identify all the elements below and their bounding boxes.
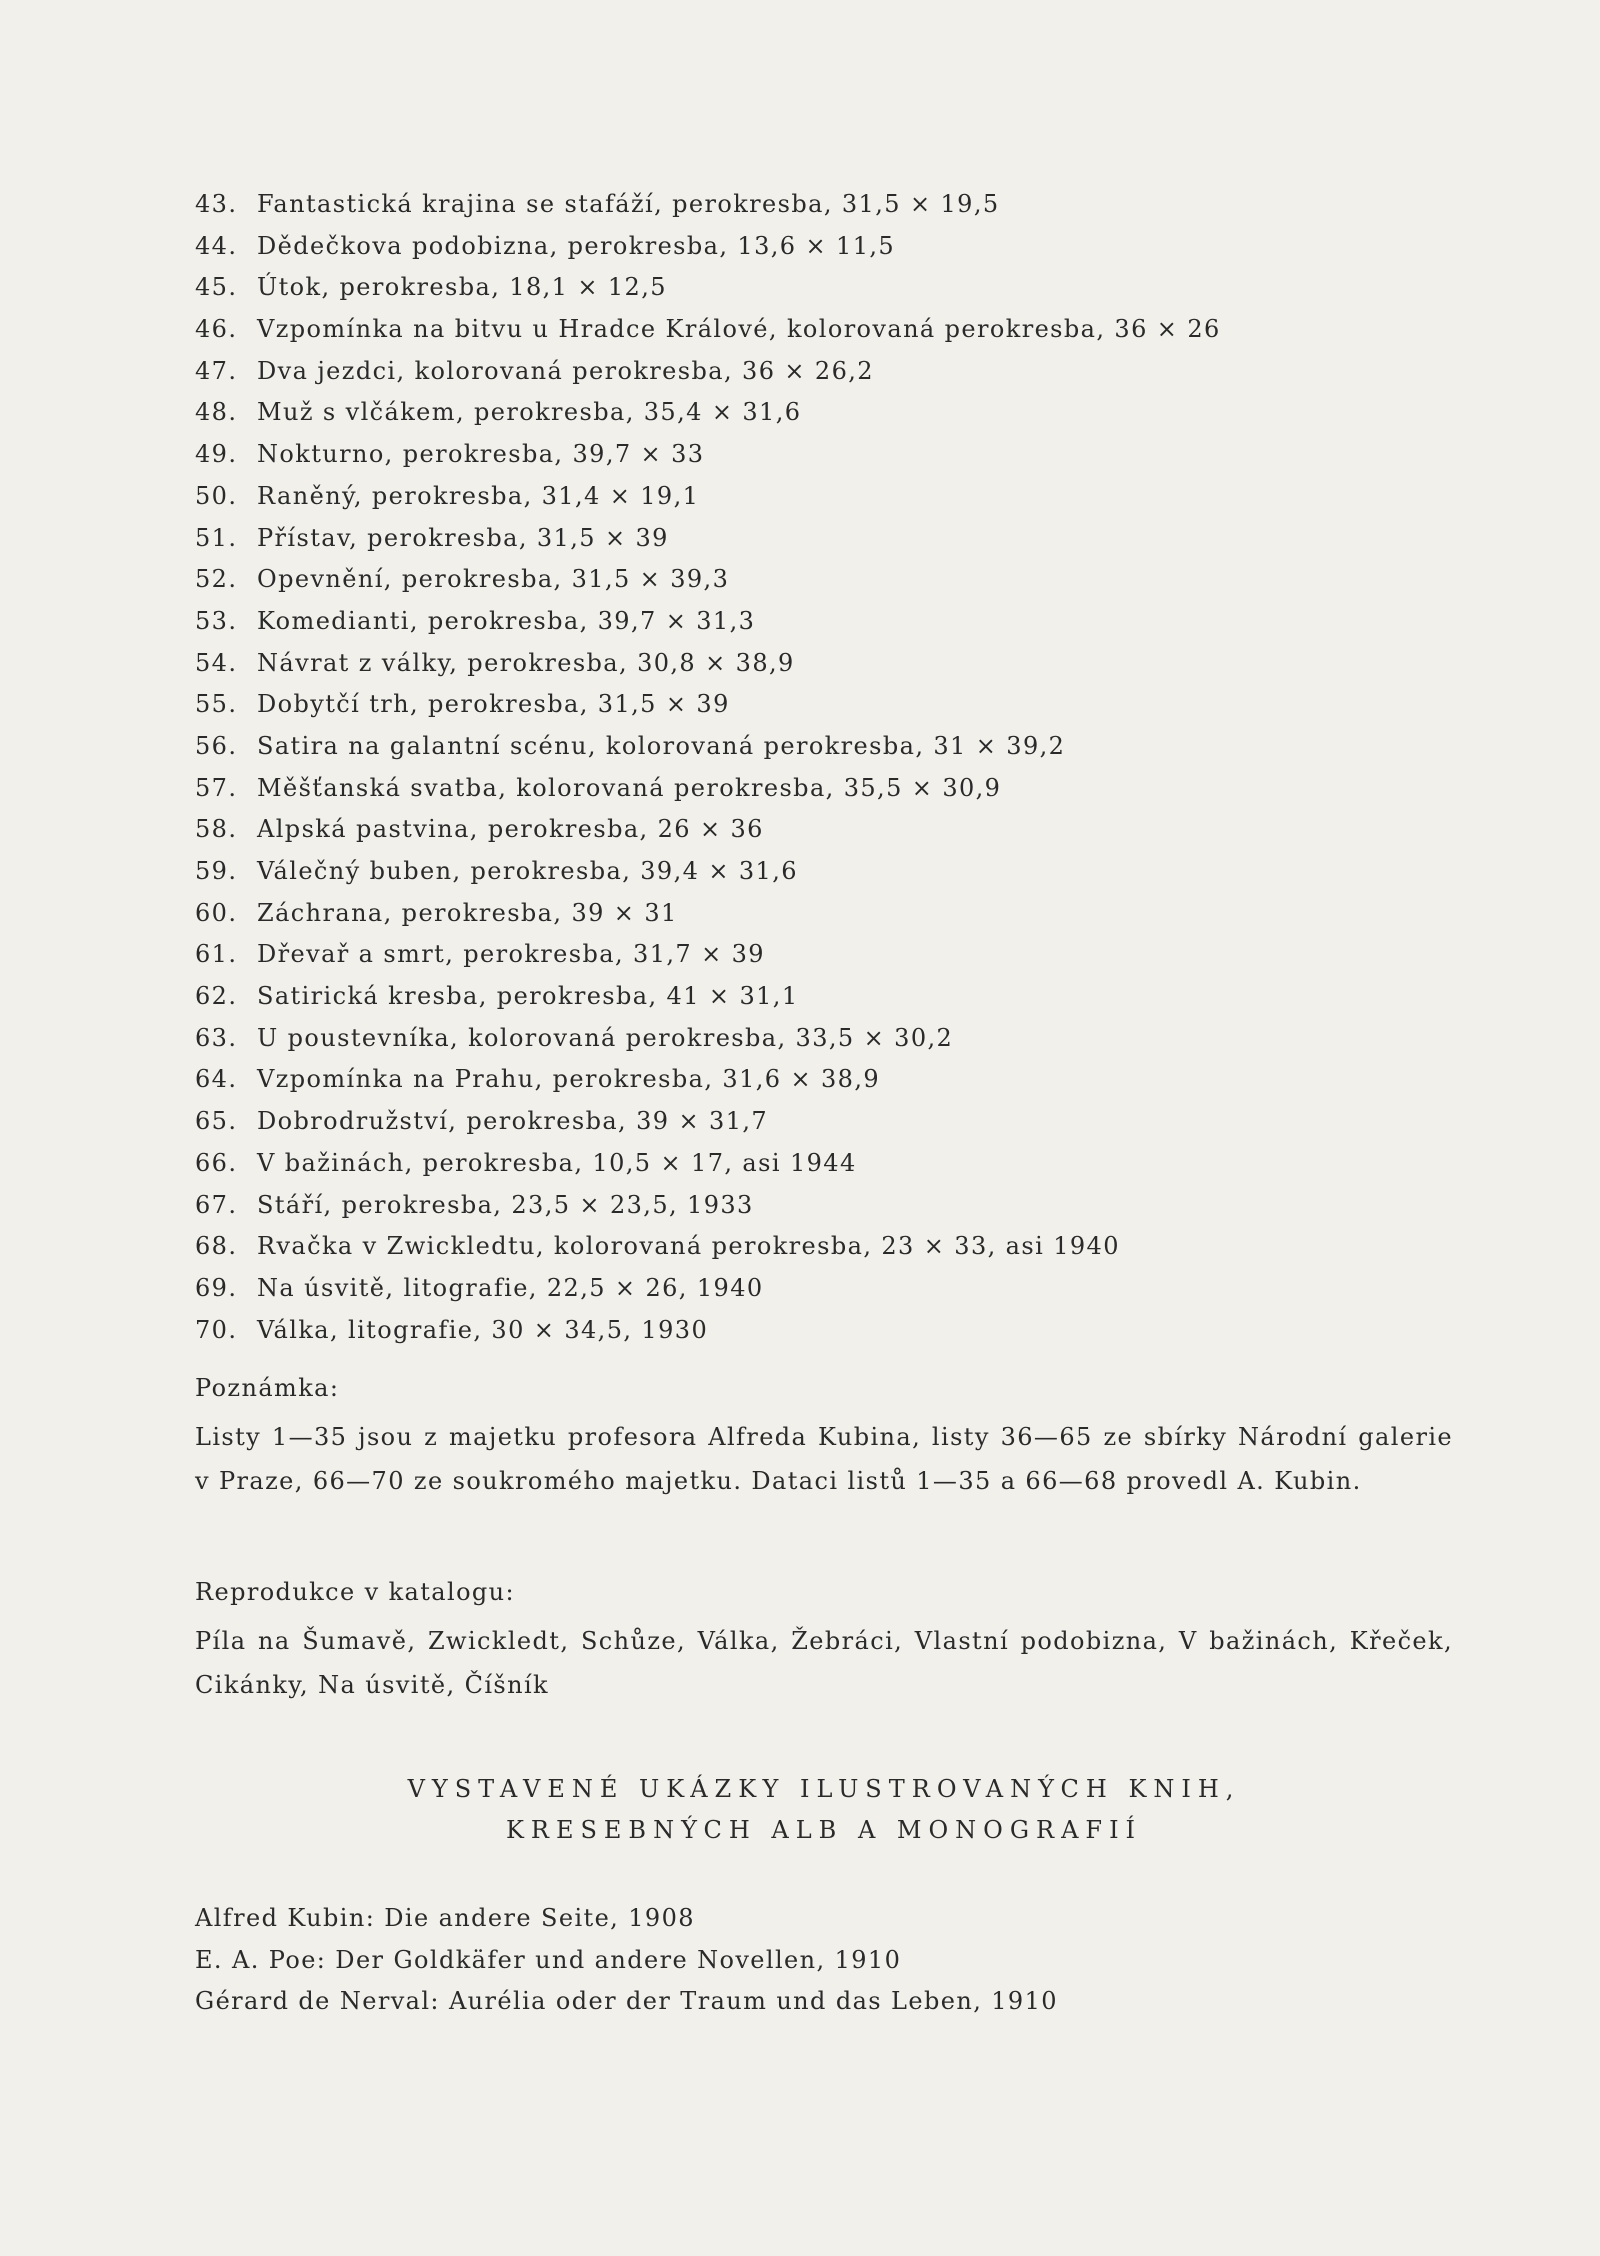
catalog-item — [195, 392, 1455, 434]
catalog-item — [195, 267, 1455, 309]
catalog-item-text: Dřevař a smrt, perokresba, 31,7 × 39 — [257, 940, 765, 969]
catalog-item-number: 65. — [195, 1107, 238, 1136]
catalog-item — [195, 934, 1455, 976]
catalog-item-text: Návrat z války, perokresba, 30,8 × 38,9 — [257, 648, 795, 677]
catalog-item — [195, 601, 1455, 643]
catalog-item — [195, 809, 1455, 851]
catalog-item-number: 66. — [195, 1148, 238, 1177]
catalog-item — [195, 434, 1455, 476]
catalog-list — [195, 184, 1455, 1351]
note-label: Poznámka: — [195, 1374, 340, 1402]
catalog-item-number: 58. — [195, 815, 238, 844]
catalog-item-text: Dědečkova podobizna, perokresba, 13,6 × 11,5 — [257, 231, 896, 260]
catalog-item-number: 53. — [195, 606, 238, 635]
catalog-item-text: Válka, litografie, 30 × 34,5, 1930 — [257, 1315, 709, 1344]
catalog-item-text: Přístav, perokresba, 31,5 × 39 — [257, 523, 669, 552]
catalog-item — [195, 351, 1455, 393]
catalog-item — [195, 1268, 1455, 1310]
catalog-item — [195, 1185, 1455, 1227]
catalog-item-number: 45. — [195, 273, 238, 302]
catalog-item-number: 64. — [195, 1065, 238, 1094]
catalog-item-text: Fantastická krajina se stafáží, perokresba, 31,5 × 19,5 — [257, 190, 1000, 218]
catalog-item — [195, 1310, 1455, 1352]
catalog-item-number: 49. — [195, 440, 238, 469]
catalog-item — [195, 518, 1455, 560]
catalog-item-text: Nokturno, perokresba, 39,7 × 33 — [257, 440, 705, 469]
catalog-item-number: 60. — [195, 898, 238, 927]
catalog-item-number: 61. — [195, 940, 238, 969]
catalog-item-number: 68. — [195, 1232, 238, 1261]
catalog-item — [195, 1143, 1455, 1185]
catalog-item-text: Satirická kresba, perokresba, 41 × 31,1 — [257, 982, 799, 1011]
catalog-item — [195, 1018, 1455, 1060]
section-heading-line-2: KRESEBNÝCH ALB A MONOGRAFIÍ — [505, 1816, 1143, 1844]
catalog-item-text: Rvačka v Zwickledtu, kolorovaná perokresba, 23 × 33, asi 1940 — [257, 1232, 1120, 1261]
catalog-item-text: U poustevníka, kolorovaná perokresba, 33,5 × 30,2 — [257, 1023, 954, 1052]
catalog-item — [195, 976, 1455, 1018]
book-item: Alfred Kubin: Die andere Seite, 1908 — [195, 1904, 695, 1932]
catalog-item-text: Komedianti, perokresba, 39,7 × 31,3 — [257, 606, 756, 635]
catalog-item-text: Raněný, perokresba, 31,4 × 19,1 — [257, 481, 700, 510]
catalog-item-text: Satira na galantní scénu, kolorovaná perokresba, 31 × 39,2 — [257, 731, 1066, 760]
book-item: Gérard de Nerval: Aurélia oder der Traum und das Leben, 1910 — [195, 1987, 1058, 2015]
catalog-item-number: 50. — [195, 481, 238, 510]
catalog-item — [195, 226, 1455, 268]
catalog-item — [195, 476, 1455, 518]
catalog-item-number: 51. — [195, 523, 238, 552]
catalog-item — [195, 184, 1455, 226]
catalog-item-text: Vzpomínka na bitvu u Hradce Králové, kolorovaná perokresba, 36 × 26 — [257, 315, 1221, 344]
catalog-item — [195, 559, 1455, 601]
catalog-item-number: 70. — [195, 1315, 238, 1344]
catalog-item — [195, 1101, 1455, 1143]
catalog-item-text: Útok, perokresba, 18,1 × 12,5 — [257, 273, 667, 302]
catalog-item-number: 67. — [195, 1190, 238, 1219]
catalog-item-text: V bažinách, perokresba, 10,5 × 17, asi 1944 — [257, 1148, 857, 1177]
catalog-item — [195, 684, 1455, 726]
catalog-item-text: Dobrodružství, perokresba, 39 × 31,7 — [257, 1107, 769, 1136]
catalog-item — [195, 1059, 1455, 1101]
reproductions-label: Reprodukce v katalogu: — [195, 1578, 516, 1606]
catalog-item — [195, 643, 1455, 685]
catalog-item-number: 69. — [195, 1273, 238, 1302]
catalog-item-number: 43. — [195, 190, 238, 218]
catalog-item-text: Muž s vlčákem, perokresba, 35,4 × 31,6 — [257, 398, 802, 427]
catalog-item-text: Vzpomínka na Prahu, perokresba, 31,6 × 38,9 — [257, 1065, 881, 1094]
catalog-item — [195, 893, 1455, 935]
catalog-item-number: 47. — [195, 356, 238, 385]
catalog-item-number: 63. — [195, 1023, 238, 1052]
catalog-item-number: 46. — [195, 315, 238, 344]
catalog-item-text: Dva jezdci, kolorovaná perokresba, 36 × 26,2 — [257, 356, 874, 385]
catalog-item-text: Měšťanská svatba, kolorovaná perokresba, 35,5 × 30,9 — [257, 773, 1002, 802]
catalog-item-number: 44. — [195, 231, 238, 260]
catalog-item — [195, 768, 1455, 810]
catalog-item-number: 62. — [195, 982, 238, 1011]
catalog-item-text: Alpská pastvina, perokresba, 26 × 36 — [257, 815, 764, 844]
note-text: Listy 1—35 jsou z majetku profesora Alfreda Kubina, listy 36—65 ze sbírky Národní galerie v Praze, 66—70 ze soukromého majetku. Dataci listů 1—35 a 66—68 provedl A. Kubin. — [195, 1423, 1453, 1495]
catalog-item-number: 55. — [195, 690, 238, 719]
section-heading-line-1: VYSTAVENÉ UKÁZKY ILUSTROVANÝCH KNIH, — [407, 1775, 1241, 1803]
catalog-item-text: Záchrana, perokresba, 39 × 31 — [257, 898, 678, 927]
catalog-item-text: Dobytčí trh, perokresba, 31,5 × 39 — [257, 690, 730, 719]
catalog-item — [195, 1226, 1455, 1268]
catalog-item-text: Stáří, perokresba, 23,5 × 23,5, 1933 — [257, 1190, 754, 1219]
catalog-item-number: 54. — [195, 648, 238, 677]
book-list — [195, 1898, 1058, 2023]
catalog-item-text: Válečný buben, perokresba, 39,4 × 31,6 — [257, 857, 798, 885]
catalog-item-text: Opevnění, perokresba, 31,5 × 39,3 — [257, 565, 730, 594]
catalog-item-number: 52. — [195, 565, 238, 594]
catalog-item-number: 57. — [195, 773, 238, 802]
book-item: E. A. Poe: Der Goldkäfer und andere Novellen, 1910 — [195, 1945, 902, 1974]
catalog-item — [195, 851, 1455, 893]
catalog-item-number: 56. — [195, 731, 238, 760]
catalog-item-text: Na úsvitě, litografie, 22,5 × 26, 1940 — [257, 1273, 764, 1302]
catalog-item-number: 59. — [195, 857, 238, 885]
catalog-item — [195, 309, 1455, 351]
catalog-item-number: 48. — [195, 398, 238, 427]
catalog-item — [195, 726, 1455, 768]
reproductions-text: Píla na Šumavě, Zwickledt, Schůze, Válka, Žebráci, Vlastní podobizna, V bažinách, Křeček, Cikánky, Na úsvitě, Číšník — [195, 1627, 1453, 1699]
